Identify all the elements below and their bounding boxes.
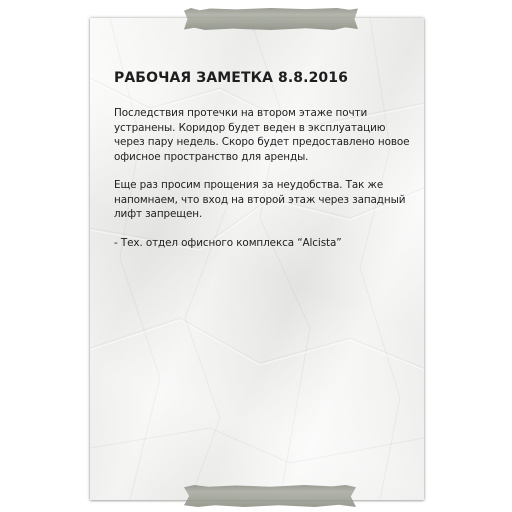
masking-tape-top (184, 8, 358, 30)
note-paragraph-2 (114, 178, 414, 222)
note-signature: - Тех. отдел офисного комплекса “Alcista” (114, 236, 342, 249)
note-content (114, 70, 414, 250)
paragraph-2-line: Еще раз просим прощения за неудобства. Так же (114, 179, 384, 191)
paragraph-2-line: лифт запрещен. (114, 208, 203, 220)
note-paragraph-1 (114, 106, 414, 164)
note-title: РАБОЧАЯ ЗАМЕТКА 8.8.2016 (114, 70, 348, 86)
paragraph-2-line: напомнаем, что вход на второй этаж через западный (114, 193, 406, 206)
paragraph-1-line: офисное пространство для аренды. (114, 150, 309, 163)
paragraph-1-line: через пару недель. Скоро будет предоставлено новое (114, 136, 410, 148)
paragraph-1-line: устранены. Коридор будет веден в эксплуатацию (114, 121, 386, 134)
masking-tape-bottom (184, 485, 356, 507)
paragraph-1-line: Последствия протечки на втором этаже почти (114, 107, 368, 119)
